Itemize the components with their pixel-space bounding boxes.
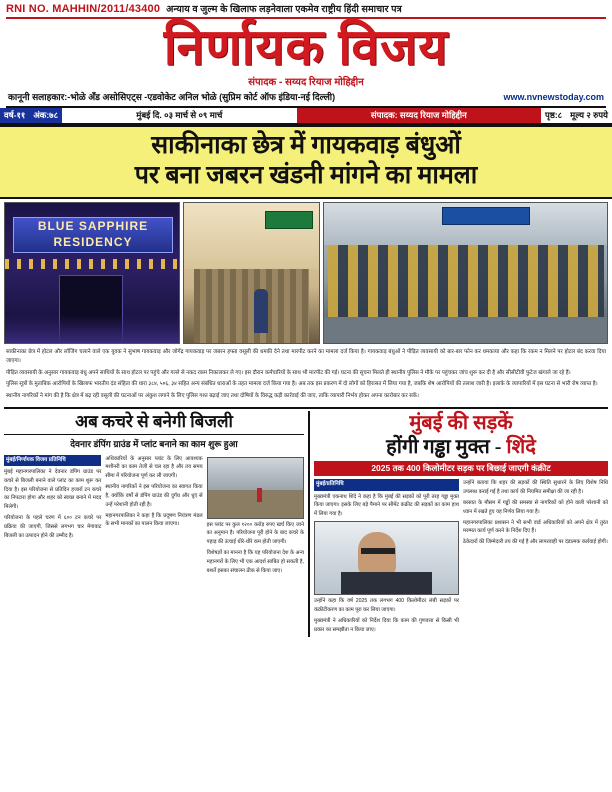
- roads-column-2: [463, 479, 608, 636]
- main-banner-headline: [0, 125, 612, 199]
- lead-paragraph: साकीनाका छेत्र में होटल और लॉजिंग चलाने वाले एक युवक ने सुभाष गायकवाड़ और जोगेंद्र गायकवाड़ पर जबरन हफ्ता वसूली की धमकी देने तथा मारपीट करने का मामला दर्ज किया है। गायकवाड़ बंधुओं ने पीड़ित व्यवसायी को बार-बार फोन कर धमकाया और कहा कि रकम न मिलने पर होटल बंद करवा दिया जाएगा।: [6, 349, 606, 365]
- lead-photo-row: [0, 199, 612, 344]
- waste-columns: [4, 455, 304, 578]
- worker-figure: [257, 488, 262, 502]
- rni-number: RNI NO. MAHHIN/2011/43400: [6, 2, 161, 15]
- photo-police-group: [323, 202, 608, 344]
- roads-paragraph: मुख्यमंत्री ने अधिकारियों को निर्देश दिया कि काम की गुणवत्ता से किसी भी प्रकार का समझौता न किया जाए।: [314, 617, 459, 633]
- paper-title: निर्णायक विजय: [163, 19, 449, 75]
- roads-headline-line1: मुंबई की सड़कें: [409, 412, 513, 435]
- waste-column-1: [4, 455, 101, 578]
- person-figure: [254, 289, 268, 333]
- waste-paragraph: इस प्लांट पर कुल १२०० करोड़ रुपए खर्च किए जाने का अनुमान है। परियोजना पूरी होने के बाद कचरे के पहाड़ की ऊंचाई धीरे-धीरे कम होती जाएगी।: [206, 521, 304, 546]
- photo-building-gate: [183, 202, 320, 344]
- roads-byline: मुंबई/प्रतिनिधि: [314, 479, 459, 490]
- waste-column-2: [105, 455, 202, 578]
- editor-strip: संपादक: सय्यद रियाज मोहिद्दीन: [297, 108, 541, 123]
- roads-paragraph: उन्होंने कहा कि वर्ष 2025 तक लगभग 400 किलोमीटर लंबी सड़कों पर कंक्रीटीकरण का काम पूरा कर लिया जाएगा।: [314, 598, 459, 613]
- price: मूल्य २ रुपये: [566, 108, 612, 123]
- waste-paragraph: विशेषज्ञों का मानना है कि यह परियोजना देश के अन्य महानगरों के लिए भी एक आदर्श साबित हो सकती है, बशर्ते इसका संचालन ठीक से किया जाए।: [206, 550, 304, 574]
- legal-advisor-line: [6, 88, 606, 108]
- hotel-sign-text: BLUE SAPPHIRE RESIDENCY: [13, 217, 173, 253]
- photo-cm-shinde: [314, 521, 459, 595]
- roads-headline-red: शिंदे: [506, 436, 536, 459]
- issue-info-bar: [0, 108, 612, 125]
- lead-paragraph: पुलिस सूत्रों के मुताबिक आरोपियों के खिलाफ भारतीय दंड संहिता की धारा ३८४, ५०६, ३४ सहित अन्य संबंधित धाराओं के तहत मामला दर्ज किया गया है। अब तक इस प्रकरण में दो लोगों को हिरासत में लिया गया है, जबकि शेष आरोपियों की तलाश जारी है। इलाके के व्यापारियों में इस घटना से भारी रोष व्याप्त है।: [6, 381, 598, 388]
- shutter-gate: [194, 269, 309, 343]
- story-pothole-free-roads: [308, 411, 608, 636]
- banner-line-1: साकीनाका छेत्र में गायकवाड़ बंधुओं: [151, 132, 461, 159]
- roads-strapline: 2025 तक 400 किलोमीटर सड़क पर बिछाई जाएगी कंक्रीट: [314, 461, 608, 476]
- roads-headline-line2: [314, 435, 608, 459]
- spectacles: [361, 548, 395, 554]
- photo-ground: [324, 317, 607, 343]
- green-signboard: [265, 211, 313, 229]
- waste-subheadline: देवनार डंपिंग ग्राउंड में प्लांट बनाने का काम शुरू हुआ: [70, 438, 238, 449]
- website-link[interactable]: www.nvnewstoday.com: [503, 91, 604, 102]
- photo-hotel-night: [4, 202, 180, 344]
- bottom-sections: [0, 411, 612, 640]
- editor-line: संपादक - सय्यद रियाज मोहिद्दीन: [248, 77, 364, 88]
- waste-paragraph: अधिकारियों के अनुसार प्लांट के लिए आवश्यक मशीनरी का काम तेजी से चल रहा है और तय समय सीमा में परियोजना पूर्ण कर ली जाएगी।: [105, 455, 203, 480]
- photo-glow: [5, 315, 179, 343]
- story-waste-to-power: [4, 411, 304, 636]
- waste-paragraph: मुंबई महानगरपालिका ने देवनार डंपिंग ग्राउंड पर कचरे से बिजली बनाने वाले प्लांट का काम शुरू कर दिया है। इस परियोजना से प्रतिदिन हजारों टन कचरे का निपटारा होगा और शहर को स्वच्छ बनाने में मदद मिलेगी।: [4, 468, 102, 511]
- roads-paragraph: मुख्यमंत्री एकनाथ शिंदे ने कहा है कि मुंबई की सड़कों को पूरी तरह गड्ढा मुक्त किया जाएगा। इसके लिए बड़े पैमाने पर सीमेंट कंक्रीट की सड़कों का काम हाथ में लिया गया है।: [314, 493, 459, 518]
- event-banner: [442, 207, 530, 225]
- lead-paragraph: स्थानीय नागरिकों ने मांग की है कि क्षेत्र में बढ़ रही वसूली की घटनाओं पर अंकुश लगाने के लिए पुलिस गश्त बढ़ाई जाए तथा दोषियों के विरुद्ध कड़ी कार्रवाई की जाए, ताकि व्यापारी निर्भय होकर अपना कारोबार कर सकें।: [6, 392, 419, 399]
- lead-paragraph: पीड़ित व्यवसायी के अनुसार गायकवाड़ बंधु अपने साथियों के साथ होटल पर पहुंचे और गल्ले से नकद रकम निकालकर ले गए। इस दौरान कर्मचारियों के साथ भी मारपीट की गई। घटना की सूचना मिलते ही स्थानीय पुलिस ने मौके पर पहुंचकर जांच शुरू कर दी है और सीसीटीवी फुटेज खंगाले जा रहे हैं।: [6, 369, 571, 376]
- volume-year: वर्ष-११: [0, 108, 29, 123]
- masthead: [0, 0, 612, 108]
- roads-headline-black: होंगी गड्ढा मुक्त -: [386, 436, 507, 459]
- decorative-lights: [5, 259, 179, 269]
- waste-paragraph: महानगरपालिका ने कहा है कि प्रदूषण नियंत्रण मंडल के सभी मानकों का पालन किया जाएगा।: [105, 512, 203, 528]
- section-divider: [4, 407, 608, 409]
- roads-column-1: [314, 479, 459, 636]
- page-count: पृष्ठ:८: [541, 108, 566, 123]
- police-line: [328, 245, 604, 317]
- roads-paragraph: ठेकेदारों की जिम्मेदारी तय की गई है और लापरवाही पर दंडात्मक कार्रवाई होगी।: [463, 539, 608, 546]
- waste-column-3: [207, 455, 304, 578]
- legal-advisor-text: कानूनी सलाहकार:-भोळे अँड असोसिएट्स -एडवोकेट अनिल भोळे (सुप्रिम कोर्ट ऑफ इंडिया-नई दिल्ली): [8, 92, 336, 102]
- roads-paragraph: महानगरपालिका प्रशासन ने भी सभी वार्ड अधिकारियों को अपने क्षेत्र में तुरंत मरम्मत कार्य पूर्ण करने के निर्देश दिए हैं।: [463, 519, 608, 535]
- rni-line: [6, 2, 606, 19]
- waste-paragraph: स्थानीय नागरिकों ने इस परियोजना का स्वागत किया है, क्योंकि वर्षों से डंपिंग ग्राउंड की दुर्गंध और धुएं से उन्हें परेशानी होती रही है।: [105, 484, 203, 508]
- waste-byline: मुंबई/निर्णायक विजय प्रतिनिधि: [4, 455, 101, 466]
- portrait-body: [341, 572, 433, 594]
- roads-columns: [314, 479, 608, 636]
- lead-story-text: [0, 344, 612, 405]
- masthead-tagline: अन्याय व जुल्म के खिलाफ लड़नेवाला एकमेव राष्ट्रीय हिंदी समाचार पत्र: [166, 4, 402, 15]
- waste-headline: अब कचरे से बनेगी बिजली: [4, 411, 304, 434]
- roads-paragraph: उन्होंने बताया कि शहर की सड़कों की स्थिति सुधारने के लिए विशेष निधि उपलब्ध कराई गई है तथा कार्य की नियमित समीक्षा की जा रही है।: [463, 480, 608, 496]
- issue-number: अंक:७८: [29, 108, 62, 123]
- banner-line-2: पर बना जबरन खंडनी मांगने का मामला: [134, 162, 478, 189]
- garbage-hill: [208, 490, 303, 518]
- place-date: मुंबई दि. ०३ मार्च से ०९ मार्च: [62, 108, 297, 123]
- photo-dumping-ground: [207, 457, 304, 519]
- roads-paragraph: बरसात के मौसम में गड्ढों की समस्या से नागरिकों को होने वाली परेशानी को ध्यान में रखते हुए यह निर्णय लिया गया है।: [463, 499, 608, 515]
- waste-paragraph: परियोजना के पहले चरण में ६०० टन कचरे पर प्रक्रिया की जाएगी, जिससे लगभग चार मेगावाट बिजली का उत्पादन होने की उम्मीद है।: [4, 515, 102, 539]
